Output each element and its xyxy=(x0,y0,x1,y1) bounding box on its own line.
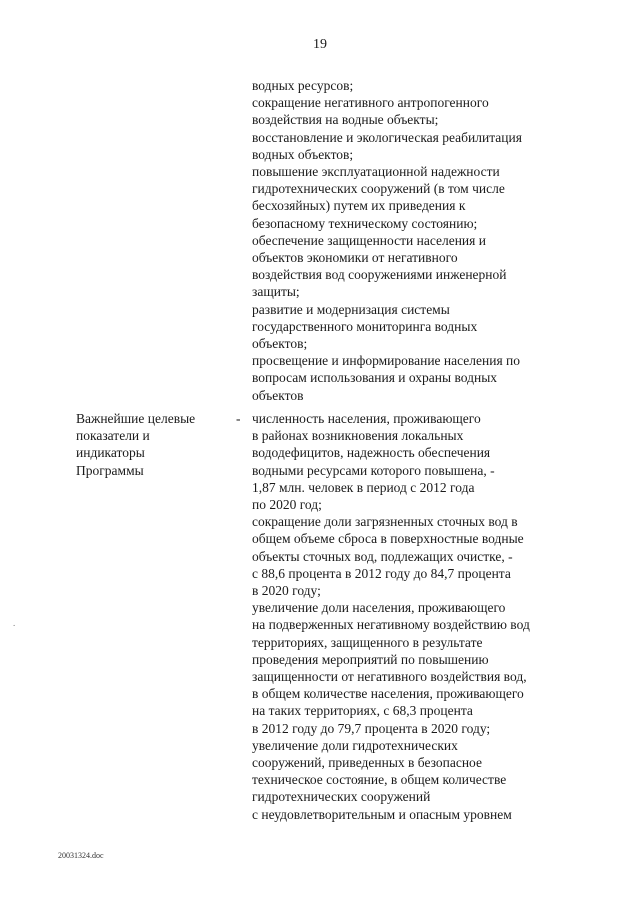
text-line: территориях, защищенного в результате xyxy=(252,634,483,650)
text-line: на подверженных негативному воздействию вод xyxy=(252,617,530,633)
text-line: в районах возникновения локальных xyxy=(252,428,464,444)
text-line: сокращение доли загрязненных сточных вод в xyxy=(252,514,518,530)
text-line: восстановление и экологическая реабилитация xyxy=(252,129,522,145)
text-line: водных ресурсов; xyxy=(252,78,354,93)
label-separator-dash: - xyxy=(236,411,241,426)
text-line: защиты; xyxy=(252,284,300,300)
text-line: воздействия на водные объекты; xyxy=(252,112,439,128)
indicators-label xyxy=(76,410,226,479)
text-line: вопросам использования и охраны водных xyxy=(252,370,498,386)
text-line: увеличение доли гидротехнических xyxy=(252,737,458,753)
label-line: показатели и xyxy=(76,428,150,444)
text-line: на таких территориях, с 68,3 процента xyxy=(252,703,473,719)
text-line: сооружений, приведенных в безопасное xyxy=(252,755,482,771)
text-line: вододефицитов, надежность обеспечения xyxy=(252,445,491,461)
text-line: с неудовлетворительным и опасным уровнем xyxy=(252,806,512,822)
text-line: безопасному техническому состоянию; xyxy=(252,215,478,231)
text-line: в 2020 году; xyxy=(252,583,321,599)
text-line: в общем количестве населения, проживающего xyxy=(252,686,524,702)
margin-mark: . xyxy=(13,618,16,628)
text-line: объектов экономики от негативного xyxy=(252,250,458,266)
text-line: просвещение и информирование населения по xyxy=(252,353,521,369)
text-line: сокращение негативного антропогенного xyxy=(252,95,489,111)
text-line: гидротехнических сооружений (в том числе xyxy=(252,181,505,197)
page-number: 19 xyxy=(313,37,327,52)
text-line: численность населения, проживающего xyxy=(252,411,481,426)
text-line: техническое состояние, в общем количестве xyxy=(252,772,507,788)
text-line: бесхозяйных) путем их приведения к xyxy=(252,198,466,214)
text-line: с 88,6 процента в 2012 году до 84,7 процента xyxy=(252,565,511,581)
text-line: обеспечение защищенности населения и xyxy=(252,232,486,248)
goals-continuation xyxy=(252,77,582,404)
text-line: развитие и модернизация системы xyxy=(252,301,450,317)
label-line: Программы xyxy=(76,462,144,478)
text-line: в 2012 году до 79,7 процента в 2020 году; xyxy=(252,720,491,736)
indicators-text xyxy=(252,410,592,823)
footer-filename: 20031324.doc xyxy=(58,851,104,860)
text-line: объектов xyxy=(252,387,304,403)
text-line: гидротехнических сооружений xyxy=(252,789,431,805)
text-line: увеличение доли населения, проживающего xyxy=(252,600,506,616)
text-line: государственного мониторинга водных xyxy=(252,318,478,334)
label-line: Важнейшие целевые xyxy=(76,411,196,426)
text-line: проведения мероприятий по повышению xyxy=(252,651,489,667)
text-line: защищенности от негативного воздействия вод, xyxy=(252,669,527,685)
text-line: общем объеме сброса в поверхностные водные xyxy=(252,531,524,547)
label-line: индикаторы xyxy=(76,445,145,461)
text-line: объектов; xyxy=(252,336,308,352)
text-line: водных объектов; xyxy=(252,146,354,162)
text-line: 1,87 млн. человек в период с 2012 года xyxy=(252,479,475,495)
text-line: объекты сточных вод, подлежащих очистке, - xyxy=(252,548,513,564)
text-line: по 2020 год; xyxy=(252,497,322,513)
text-line: повышение эксплуатационной надежности xyxy=(252,164,500,180)
text-line: водными ресурсами которого повышена, - xyxy=(252,462,495,478)
text-line: воздействия вод сооружениями инженерной xyxy=(252,267,507,283)
